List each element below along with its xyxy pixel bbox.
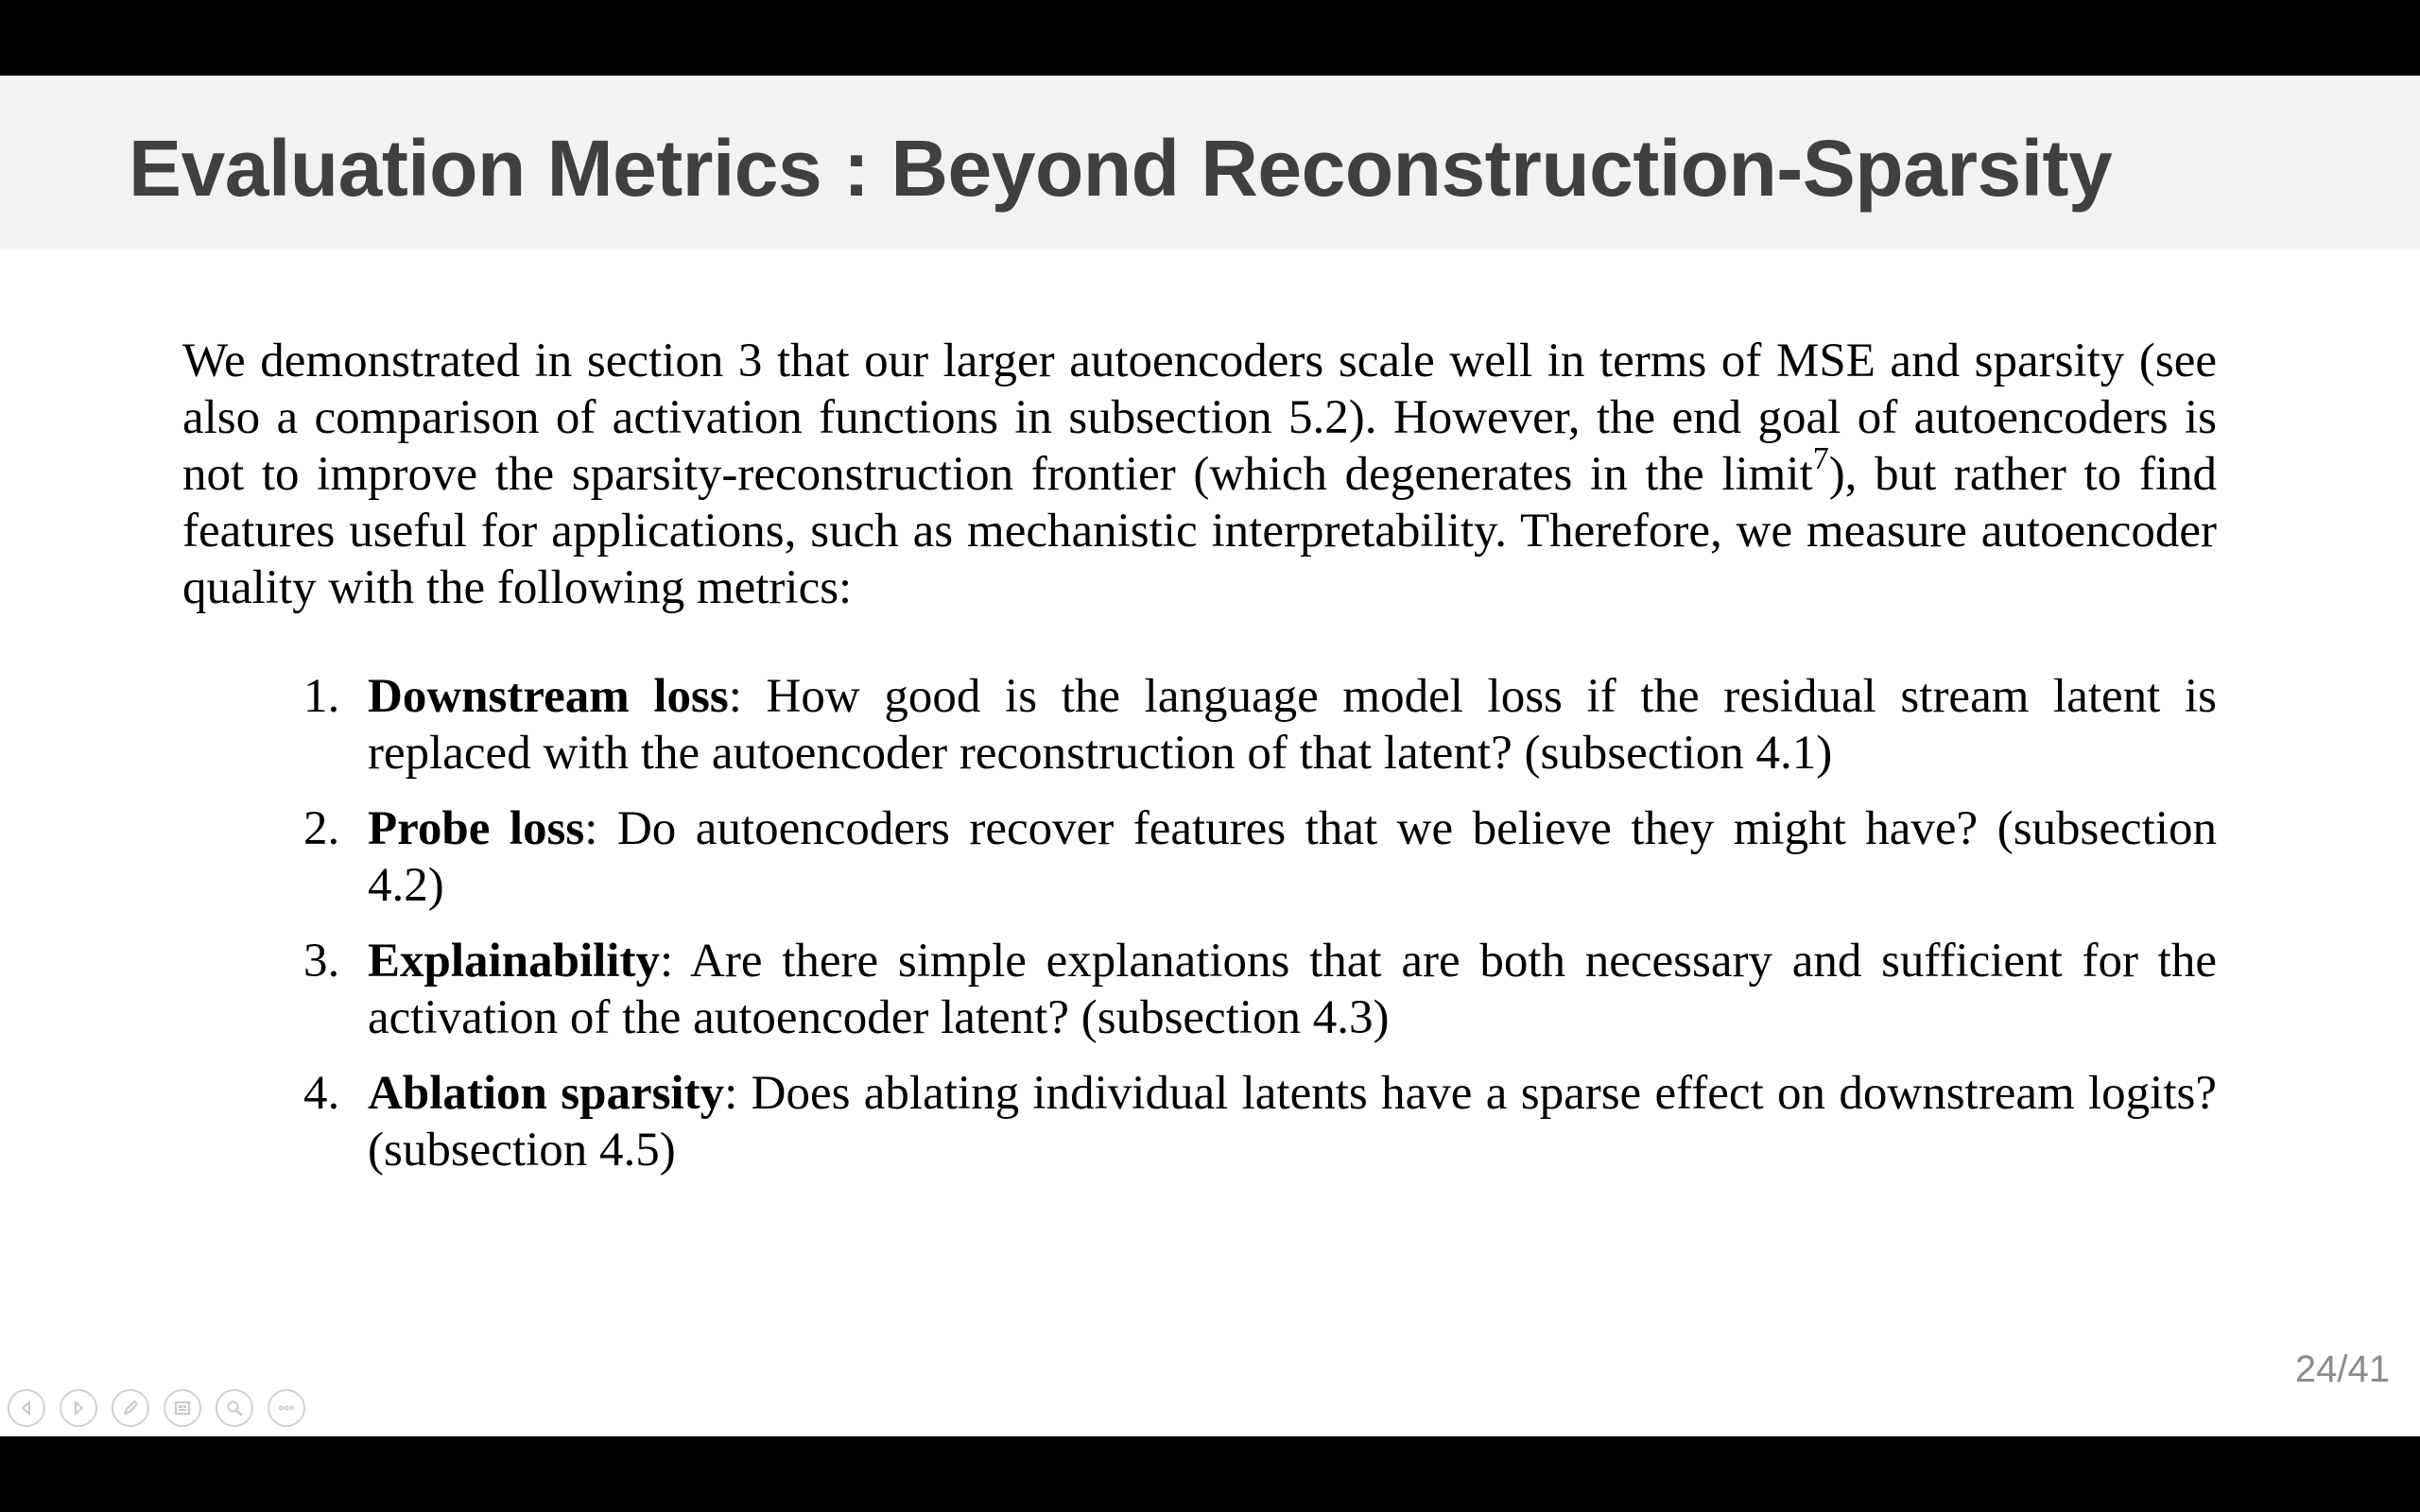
metric-number: 4. bbox=[303, 1067, 340, 1120]
metric-number: 1. bbox=[303, 670, 340, 723]
metric-description: : How good is the language model loss if the residual stream latent is replaced with the autoencoder reconstruction of that latent? (subsection 4.1) bbox=[368, 670, 2217, 780]
next-slide-button[interactable] bbox=[60, 1389, 97, 1427]
slideshow-controls bbox=[8, 1389, 305, 1427]
metric-description: : Does ablating individual latents have a sparse effect on downstream logits? (subsection 4.5) bbox=[368, 1067, 2217, 1177]
more-icon bbox=[275, 1397, 298, 1419]
metric-item bbox=[182, 800, 2217, 914]
metric-item bbox=[182, 933, 2217, 1046]
slides-icon bbox=[171, 1397, 194, 1419]
zoom-icon bbox=[223, 1397, 246, 1419]
metric-item bbox=[182, 668, 2217, 782]
page-number: 24/41 bbox=[2294, 1349, 2390, 1390]
slide-title: Evaluation Metrics : Beyond Reconstruction-Sparsity bbox=[129, 124, 2113, 213]
metrics-list bbox=[182, 668, 2217, 1178]
metric-description: : Do autoencoders recover features that we believe they might have? (subsection 4.2) bbox=[368, 802, 2218, 912]
previous-slide-button[interactable] bbox=[8, 1389, 45, 1427]
slide[interactable] bbox=[0, 76, 2420, 1436]
metric-term: Probe loss bbox=[368, 802, 585, 855]
metric-number: 2. bbox=[303, 802, 340, 855]
metric-term: Explainability bbox=[368, 935, 660, 988]
zoom-button[interactable] bbox=[216, 1389, 253, 1427]
see-all-slides-button[interactable] bbox=[164, 1389, 201, 1427]
next-icon bbox=[67, 1397, 90, 1419]
intro-text: We demonstrated in section 3 that our larger autoencoders scale well in terms of MSE and sparsity (see also a comparison of activation functions in subsection 5.2). However, the end goal of autoencoders is not to improve the sparsity-reconstruction frontier (which degenerates in the limit bbox=[182, 335, 2217, 501]
metric-term: Ablation sparsity bbox=[368, 1067, 725, 1120]
pen-tool-button[interactable] bbox=[112, 1389, 149, 1427]
metric-term: Downstream loss bbox=[368, 670, 729, 723]
previous-icon bbox=[15, 1397, 38, 1419]
slide-body bbox=[182, 333, 2217, 1197]
metric-description: : Are there simple explanations that are both necessary and sufficient for the activation of the autoencoder latent? (subsection 4.3) bbox=[368, 935, 2217, 1044]
pen-icon bbox=[119, 1397, 142, 1419]
metric-item bbox=[182, 1065, 2217, 1178]
intro-paragraph bbox=[182, 333, 2217, 616]
footnote-mark: 7 bbox=[1812, 441, 1829, 476]
metric-number: 3. bbox=[303, 935, 340, 988]
more-options-button[interactable] bbox=[268, 1389, 305, 1427]
title-band bbox=[0, 76, 2420, 249]
intro-text-continued: ), but rather to find features useful for applications, such as mechanistic interpretability. Therefore, we measure autoencoder quality with the following metrics: bbox=[182, 448, 2217, 614]
